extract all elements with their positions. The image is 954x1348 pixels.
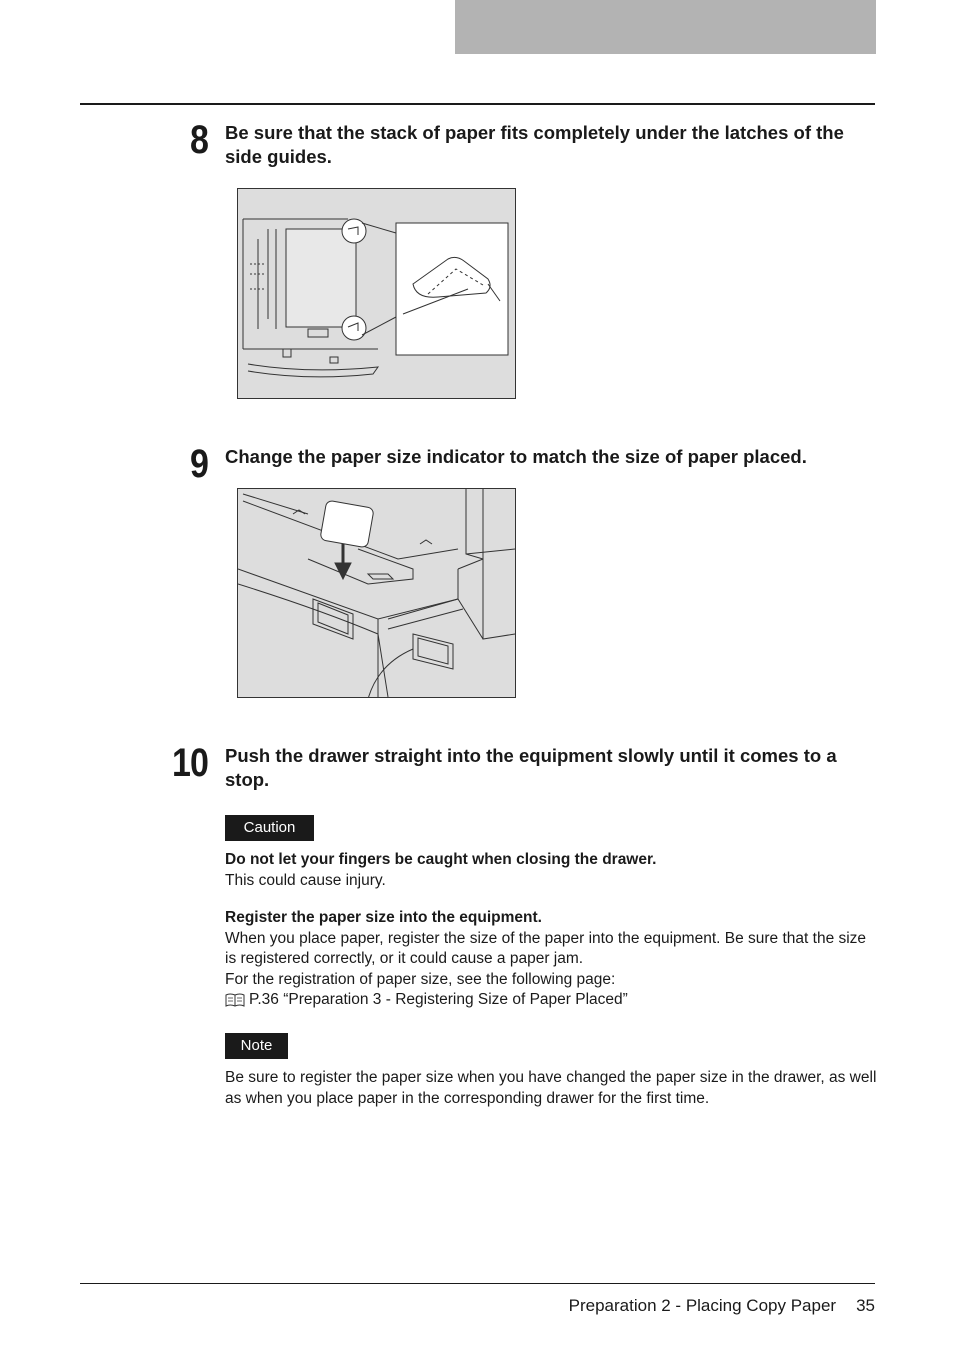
- step-8-number: 8: [190, 118, 209, 162]
- caution-block: [225, 850, 880, 891]
- figure-side-guide-latches: [237, 188, 516, 399]
- step-9-number: 9: [190, 442, 209, 486]
- register-reference[interactable]: [225, 990, 880, 1011]
- register-line-2: For the registration of paper size, see the following page:: [225, 970, 616, 988]
- figure-paper-size-indicator: [237, 488, 516, 698]
- top-rule: [80, 103, 875, 105]
- footer: [569, 1294, 875, 1318]
- register-block: [225, 908, 880, 1011]
- note-label: Note: [225, 1033, 288, 1059]
- step-10-text: Push the drawer straight into the equipment slowly until it comes to a stop.: [225, 745, 837, 790]
- step-10-number: 10: [172, 741, 209, 785]
- header-band: [455, 0, 876, 54]
- register-reference-text: P.36 “Preparation 3 - Registering Size of Paper Placed”: [249, 991, 628, 1008]
- caution-heading: Do not let your fingers be caught when closing the drawer.: [225, 851, 657, 868]
- register-line-1: When you place paper, register the size of the paper into the equipment. Be sure that the size is registered correctly, or it could cause a paper jam.: [225, 929, 867, 967]
- step-9-text: Change the paper size indicator to match the size of paper placed.: [225, 446, 807, 467]
- side-guide-latches-illustration: [238, 189, 515, 398]
- book-reference-icon: [225, 993, 245, 1007]
- note-body: Be sure to register the paper size when you have changed the paper size in the drawer, as well as when you place paper in the corresponding drawer for the first time.: [225, 1069, 877, 1107]
- caution-body: This could cause injury.: [225, 871, 386, 889]
- step-8-text: Be sure that the stack of paper fits completely under the latches of the side guides.: [225, 122, 844, 167]
- page-number: 35: [856, 1296, 875, 1315]
- caution-label: Caution: [225, 815, 314, 841]
- register-heading: Register the paper size into the equipment.: [225, 909, 542, 926]
- paper-size-indicator-illustration: [238, 489, 515, 697]
- bottom-rule: [80, 1283, 875, 1284]
- footer-section: Preparation 2 - Placing Copy Paper: [568, 1296, 837, 1315]
